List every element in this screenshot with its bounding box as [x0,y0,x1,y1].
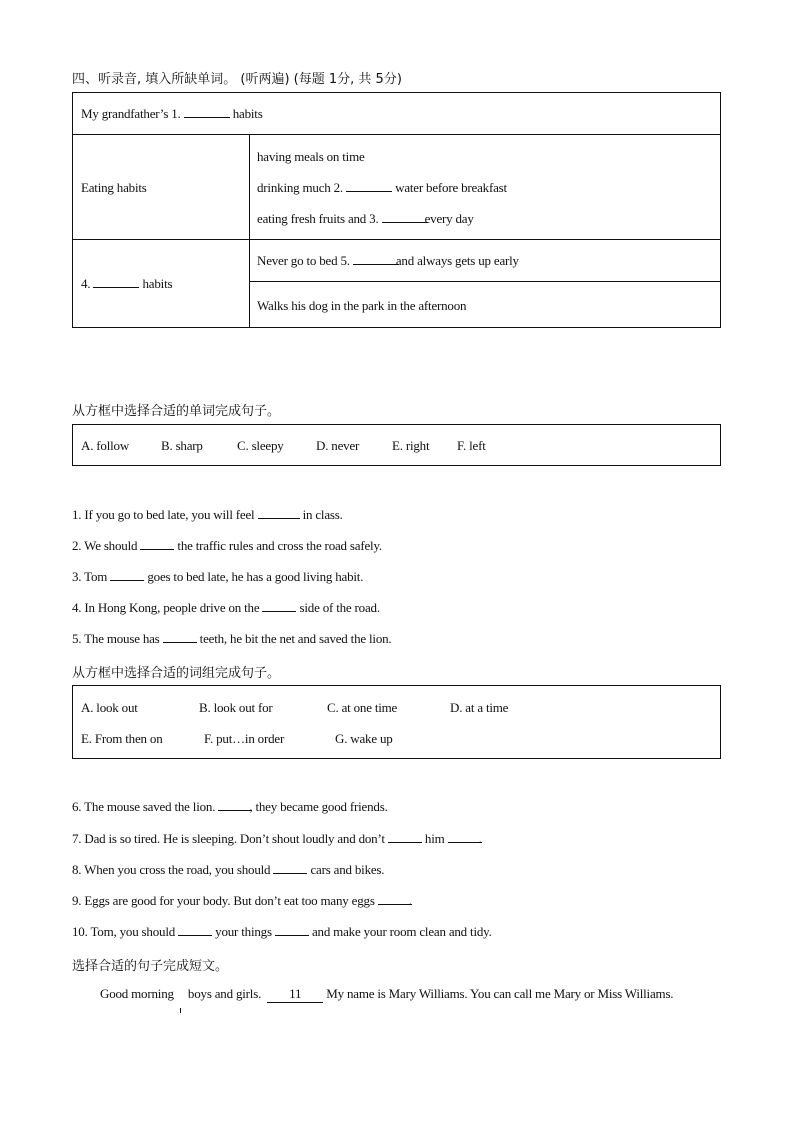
bedtime-suffix: and always gets up early [395,253,519,268]
table-divider [73,239,720,240]
question-7 [72,831,482,847]
question-8 [72,862,384,878]
q4-prefix: 4. In Hong Kong, people drive on the [72,600,260,615]
q9-suffix: . [408,893,412,908]
answer-blank-q4[interactable] [262,600,296,612]
passage-line-1 [100,986,673,1003]
passage-part1: Good morning [100,986,174,1001]
answer-blank-q5[interactable] [163,631,197,643]
q8-prefix: 8. When you cross the road, you should [72,862,271,877]
answer-blank-q3[interactable] [110,569,144,581]
passage-part3: My name is Mary Williams. You can call me Mary or Miss Williams. [326,986,674,1001]
question-3 [72,569,363,585]
phrase-option-c: C. at one time [327,700,398,715]
table-divider [73,134,720,135]
phrase-option-g: G. wake up [335,731,393,746]
answer-blank-3[interactable] [382,211,428,223]
eating-item-3 [257,211,474,227]
label4-suffix: habits [142,276,173,291]
phrase-options-box [72,685,721,759]
phrase-option-d: D. at a time [450,700,509,715]
q10-suffix: and make your room clean and tidy. [311,924,492,939]
eating-item-1: having meals on time [257,149,365,164]
habits-4-label [81,276,172,292]
phrase-option-a: A. look out [81,700,138,715]
q5-prefix: 5. The mouse has [72,631,160,646]
answer-blank-q8[interactable] [273,862,307,874]
row1-prefix: My grandfather’s 1. [81,106,181,121]
question-2 [72,538,382,554]
eating-item-2 [257,180,507,196]
q4-suffix: side of the road. [299,600,380,615]
passage-part2: boys and girls. [187,986,262,1001]
section-heading-phrases: 从方框中选择合适的词组完成句子。 [72,666,281,681]
word-options-box [72,424,721,466]
label4-prefix: 4. [81,276,91,291]
answer-blank-5[interactable] [353,253,399,265]
q2-prefix: 2. We should [72,538,138,553]
q3-suffix: goes to bed late, he has a good living habit. [147,569,364,584]
q6-suffix: , they became good friends. [249,799,388,814]
answer-blank-q10b[interactable] [275,924,309,936]
word-option-d: D. never [316,438,360,453]
table-column-divider [249,134,250,327]
item2-suffix: water before breakfast [395,180,507,195]
question-10 [72,924,492,940]
answer-blank-q10a[interactable] [178,924,212,936]
q10-middle: your things [215,924,272,939]
answer-blank-11[interactable]: 11 [267,986,323,1003]
answer-blank-2[interactable] [346,180,392,192]
listening-table [72,92,721,328]
item3-suffix: every day [424,211,474,226]
q1-suffix: in class. [302,507,343,522]
phrase-option-e: E. From then on [81,731,163,746]
q6-prefix: 6. The mouse saved the lion. [72,799,216,814]
answer-blank-q9[interactable] [378,893,412,905]
question-4 [72,600,380,616]
question-5 [72,631,391,647]
phrase-option-b: B. look out for [199,700,273,715]
q7-middle: him [424,831,445,846]
q9-prefix: 9. Eggs are good for your body. But don’t eat too many eggs [72,893,375,908]
q5-suffix: teeth, he bit the net and saved the lion. [199,631,392,646]
bedtime-prefix: Never go to bed 5. [257,253,350,268]
q7-prefix: 7. Dad is so tired. He is sleeping. Don’t shout loudly and don’t [72,831,385,846]
answer-blank-q1[interactable] [258,507,300,519]
q7-suffix: . [478,831,482,846]
eating-habits-label: Eating habits [81,180,147,195]
answer-blank-q7a[interactable] [388,831,422,843]
section-heading-listening: 四、听录音, 填入所缺单词。 (听两遍) (每题 1分, 共 5分) [72,72,402,87]
answer-blank-1[interactable] [184,106,230,118]
q2-suffix: the traffic rules and cross the road safely. [177,538,382,553]
section-heading-sentences: 选择合适的句子完成短文。 [72,959,229,974]
answer-blank-q7b[interactable] [448,831,482,843]
answer-blank-q2[interactable] [140,538,174,550]
phrase-option-f: F. put…in order [204,731,285,746]
table-row-grandfather-habits [81,106,263,122]
question-1 [72,507,343,523]
q3-prefix: 3. Tom [72,569,108,584]
table-divider [249,281,720,282]
word-option-b: B. sharp [161,438,203,453]
word-option-e: E. right [392,438,430,453]
habit-item-bedtime [257,253,519,269]
answer-blank-q6[interactable] [218,799,252,811]
answer-blank-4[interactable] [93,276,139,288]
section-heading-words: 从方框中选择合适的单词完成句子。 [72,404,281,419]
habit-item-walk-dog: Walks his dog in the park in the afternoon [257,298,467,313]
item2-prefix: drinking much 2. [257,180,343,195]
word-option-f: F. left [457,438,486,453]
word-option-c: C. sleepy [237,438,284,453]
q8-suffix: cars and bikes. [310,862,385,877]
q10-prefix: 10. Tom, you should [72,924,176,939]
row1-suffix: habits [232,106,263,121]
q1-prefix: 1. If you go to bed late, you will feel [72,507,255,522]
word-option-a: A. follow [81,438,130,453]
question-6 [72,799,388,815]
item3-prefix: eating fresh fruits and 3. [257,211,379,226]
question-9 [72,893,412,909]
